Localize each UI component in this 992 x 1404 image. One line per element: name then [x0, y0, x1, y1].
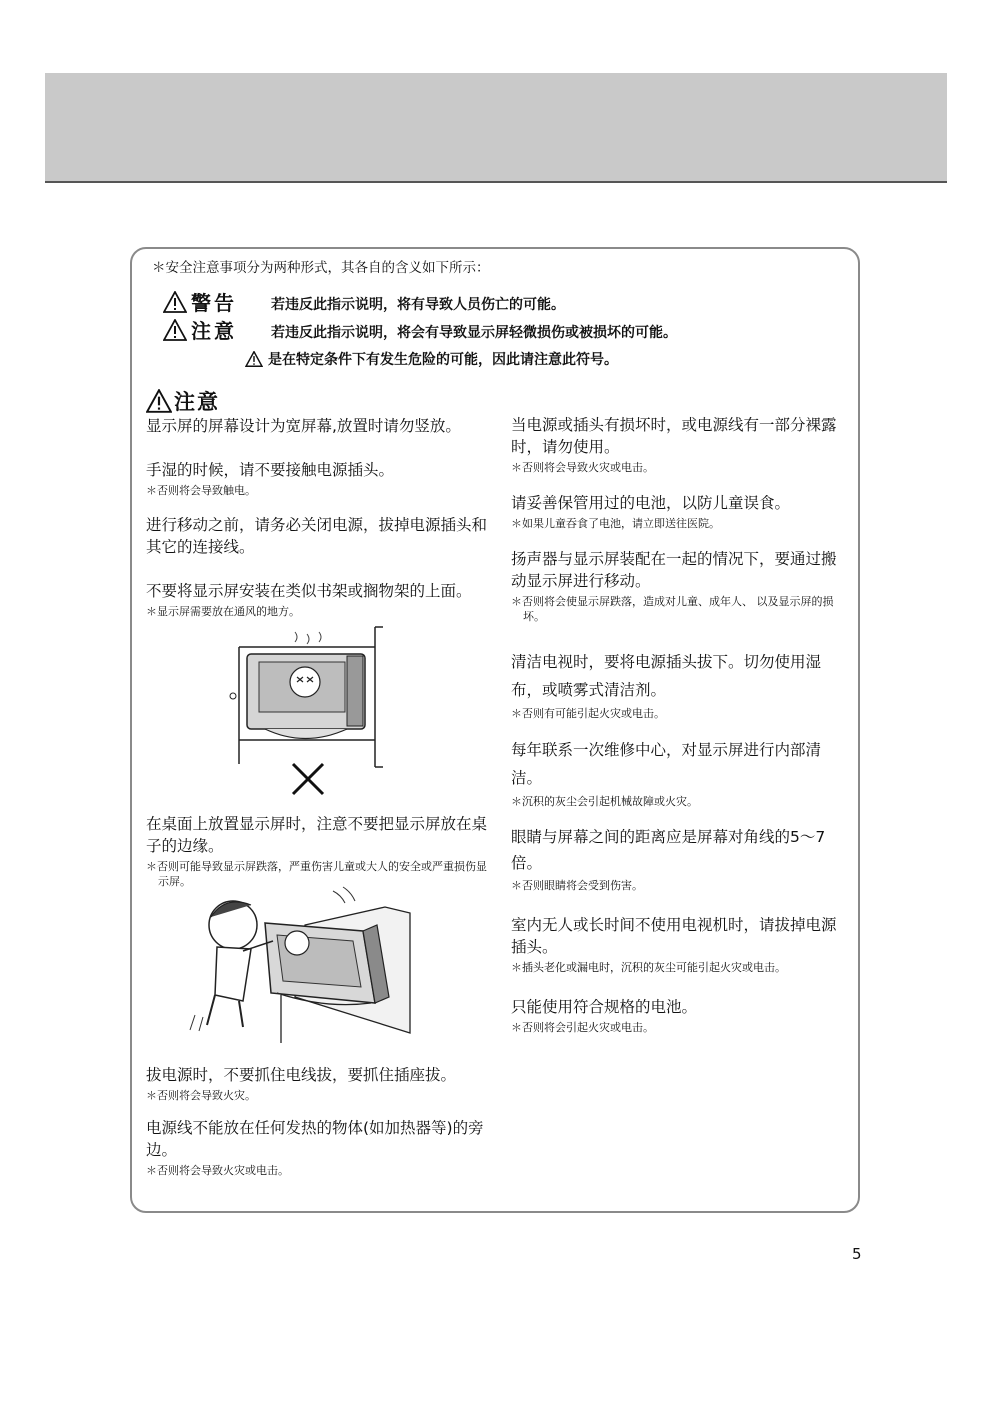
caution-desc: 若违反此指示说明，将会有导致显示屏轻微损伤或被损坏的可能。 — [271, 325, 677, 341]
caution-label: 注意 — [191, 319, 237, 343]
left-item — [146, 514, 491, 558]
item-note: ＊如果儿童吞食了电池，请立即送往医院。 — [511, 517, 720, 530]
item-text: 进行移动之前，请务必关闭电源，拔掉电源插头和其它的连接线。 — [146, 516, 488, 556]
right-item — [511, 736, 851, 809]
left-item — [146, 1064, 491, 1103]
section-title — [146, 386, 220, 416]
left-item — [146, 813, 491, 889]
left-item — [146, 459, 491, 498]
item-text: 电源线不能放在任何发热的物体(如加热器等)的旁边。 — [146, 1119, 484, 1159]
symbol-triangle-icon — [245, 351, 263, 367]
left-item — [146, 415, 491, 437]
right-item — [511, 996, 851, 1035]
item-text: 只能使用符合规格的电池。 — [511, 998, 698, 1016]
item-text: 请妥善保管用过的电池，以防儿童误食。 — [511, 494, 791, 512]
item-text: 扬声器与显示屏装配在一起的情况下，要通过搬动显示屏进行移动。 — [511, 550, 837, 590]
right-item — [511, 414, 851, 475]
warning-desc: 若违反此指示说明，将有导致人员伤亡的可能。 — [271, 297, 565, 313]
right-item — [511, 548, 851, 624]
symbol-desc: 是在特定条件下有发生危险的可能，因此请注意此符号。 — [268, 352, 618, 368]
item-text: 不要将显示屏安装在类似书架或搁物架的上面。 — [146, 582, 472, 600]
item-note: ＊否则有可能引起火灾或电击。 — [511, 707, 665, 720]
right-item — [511, 824, 851, 893]
left-item — [146, 1117, 491, 1178]
warning-label: 警告 — [191, 291, 237, 315]
item-text: 显示屏的屏幕设计为宽屏幕,放置时请勿竖放。 — [146, 417, 461, 435]
warning-triangle-icon — [163, 291, 187, 313]
item-note: ＊插头老化或漏电时，沉积的灰尘可能引起火灾或电击。 — [511, 961, 786, 974]
shelf-tv-illustration — [225, 622, 385, 802]
item-note: ＊否则将会导致火灾。 — [146, 1089, 256, 1102]
item-note: ＊显示屏需要放在通风的地方。 — [146, 605, 300, 618]
caution-triangle-icon — [163, 319, 187, 341]
section-triangle-icon — [146, 389, 172, 413]
item-text: 手湿的时候，请不要接触电源插头。 — [146, 461, 395, 479]
legend-caution — [163, 315, 237, 344]
right-item — [511, 914, 851, 975]
item-text: 室内无人或长时间不使用电视机时，请拔掉电源插头。 — [511, 916, 837, 956]
left-item — [146, 580, 491, 619]
item-note: ＊否则眼睛将会受到伤害。 — [511, 879, 643, 892]
item-text: 在桌面上放置显示屏时，注意不要把显示屏放在桌子的边缘。 — [146, 815, 488, 855]
item-text: 当电源或插头有损坏时，或电源线有一部分裸露时，请勿使用。 — [511, 416, 837, 456]
child-tv-illustration — [185, 885, 415, 1045]
item-text: 拔电源时，不要抓住电线拔，要抓住插座拔。 — [146, 1066, 457, 1084]
item-note: ＊否则将会导致触电。 — [146, 484, 256, 497]
section-title-text: 注意 — [174, 390, 220, 414]
right-item — [511, 648, 851, 721]
item-note: ＊否则将会导致火灾或电击。 — [146, 1164, 289, 1177]
item-text: 清洁电视时，要将电源插头拔下。切勿使用湿布，或喷雾式清洁剂。 — [511, 653, 822, 699]
item-note: ＊否则可能导致显示屏跌落，严重伤害儿童或大人的安全或严重损伤显示屏。 — [146, 860, 487, 888]
right-item — [511, 492, 851, 531]
page-number: 5 — [852, 1245, 862, 1263]
item-note: ＊否则将会引起火灾或电击。 — [511, 1021, 654, 1034]
intro-text: ＊安全注意事项分为两种形式，其各自的含义如下所示： — [152, 260, 490, 276]
legend-symbol — [245, 349, 618, 369]
header-band — [45, 73, 947, 183]
item-note: ＊否则将会使显示屏跌落，造成对儿童、成年人、 以及显示屏的损坏。 — [511, 595, 834, 623]
item-note: ＊沉积的灰尘会引起机械故障或火灾。 — [511, 795, 698, 808]
item-text: 眼睛与屏幕之间的距离应是屏幕对角线的5～7倍。 — [511, 828, 826, 872]
item-text: 每年联系一次维修中心，对显示屏进行内部清洁。 — [511, 741, 822, 787]
legend-warning — [163, 287, 237, 316]
item-note: ＊否则将会导致火灾或电击。 — [511, 461, 654, 474]
